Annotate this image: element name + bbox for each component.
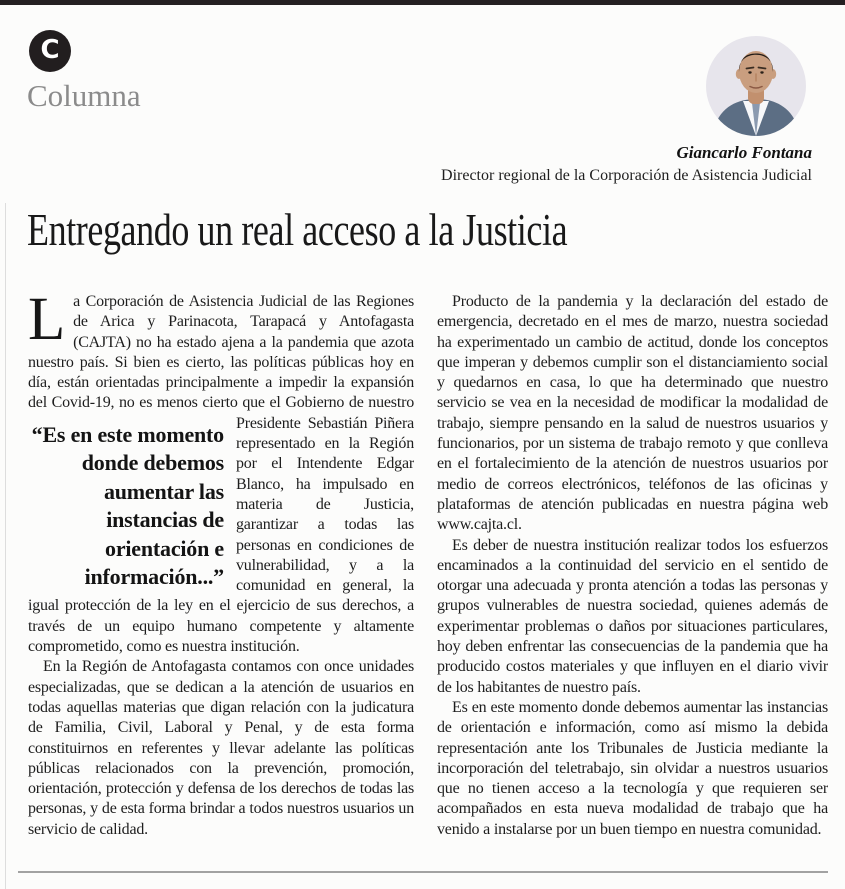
page-edge-line <box>5 203 6 889</box>
author-title: Director regional de la Corporación de Asistencia Judicial <box>441 167 812 184</box>
top-border-bar <box>0 0 845 5</box>
paragraph-1 <box>28 292 414 657</box>
portrait-illustration <box>706 36 806 136</box>
paragraph-3: Producto de la pandemia y la declaración del estado de emergencia, decretado en el mes de marzo, nuestra sociedad ha experimentado un cambio de actitud, donde los conceptos que imperan y debemos cumplir son el distanciamiento social y quedarnos en casa, lo que ha determinado que nuestro servicio se vea en la necesidad de modificar la modalidad de trabajo, siempre pensando en la salud de nuestros usuarios y funcionarios, por un sistema de trabajo remoto y que conlleva en el fortalecimiento de la atención de nuestros usuarios por medio de correos electrónicos, teléfonos de las oficinas y plataformas de atención publicadas en nuestra página web www.cajta.cl. <box>437 293 828 534</box>
paragraph-4: Es deber de nuestra institución realizar todos los esfuerzos encaminados a la continuidad del servicio en el sentido de otorgar una adecuada y pronta atención a todas las personas y grupos vulnerables de nuestra sociedad, quienes además de experimentar problemas o daños por situaciones particulares, hoy deben enfrentar las consecuencias de la pandemia que ha producido costos materiales y que influyen en el diario vivir de los habitantes de nuestro país. <box>437 536 828 696</box>
section-label: Columna <box>27 78 141 113</box>
headline: Entregando un real acceso a la Justicia <box>27 205 568 255</box>
section-logo <box>29 30 71 72</box>
author-photo <box>706 36 806 136</box>
paragraph-1-end: Presidente Sebastián Piñera representado en la Región por el Intendente Edgar Blanco, ha impulsado en materia de Justicia, garantizar a todas las personas en condiciones de vulnerabilidad, y a la comunidad en general, la igual protección de la ley en el ejercicio de sus derechos, a través de un equipo humano competente y altamente comprometido, como es nuestra institución. <box>28 414 414 656</box>
paragraph-1-start: a Corporación de Asistencia Judicial de las Regiones de Arica y Parinacota, Tarapacá y Antofagasta (CAJTA) no ha estado ajena a la pandemia que azota nuestro país. Si bien es cierto, las políticas públicas hoy en día, están orientadas principalmente a impedir la expansión del Covid-19, no es menos cierto que el Gobierno de nuestro <box>28 293 414 412</box>
article-left-column <box>28 292 414 870</box>
author-name: Giancarlo Fontana <box>676 143 812 162</box>
bottom-rule <box>18 871 828 873</box>
section-logo-letter: C <box>40 35 60 65</box>
article-right-column <box>437 292 828 870</box>
article-body <box>28 292 828 870</box>
drop-cap: L <box>28 292 66 353</box>
pull-quote: “Es en este momento donde debemos aumentar las instancias de orientación e información...” <box>31 421 224 590</box>
paragraph-2: En la Región de Antofagasta contamos con once unidades especializadas, que se dedican a la atención de usuarios en todas aquellas materias que digan relación con la judicatura de Familia, Civil, Laboral y Penal, y de esta forma constituirnos en referentes y llevar adelante las políticas públicas relacionados con la prevención, promoción, orientación, protección y defensa de los derechos de todas las personas, y de esta forma brindar a todos nuestros usuarios un servicio de calidad. <box>28 658 414 838</box>
paragraph-5: Es en este momento donde debemos aumentar las instancias de orientación e información, como así mismo la debida representación ante los Tribunales de Justicia mediante la incorporación del teletrabajo, sin olvidar a nuestros usuarios que no tienen acceso a la tecnología y que requieren ser acompañados en esta nueva modalidad de trabajo que ha venido a instalarse por un buen tiempo en nuestra comunidad. <box>437 698 828 838</box>
